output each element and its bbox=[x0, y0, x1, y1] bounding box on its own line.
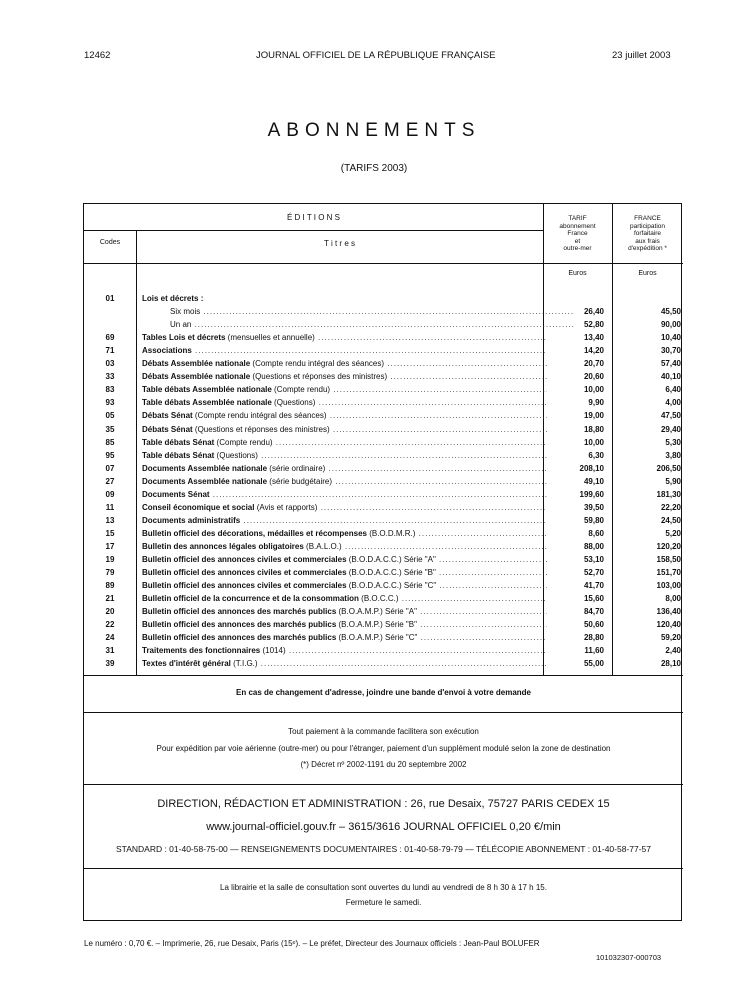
row-title-bold: Débats Assemblée nationale bbox=[142, 372, 251, 382]
codes-label: Codes bbox=[99, 239, 121, 246]
page-number: 12462 bbox=[84, 50, 111, 61]
row-title-detail: Six mois bbox=[170, 307, 201, 317]
row-title-detail: (B.O.A.M.P.) Série "A" bbox=[336, 607, 417, 617]
row-code: 39 bbox=[105, 659, 115, 669]
row-title-detail: (Questions et réponses des ministres) bbox=[250, 372, 388, 382]
row-title-bold: Table débats Sénat bbox=[142, 437, 215, 447]
tarif-value: 49,10 bbox=[583, 476, 604, 486]
row-title-bold: Débats Sénat bbox=[142, 424, 193, 434]
row-title bbox=[142, 292, 547, 305]
row-title-bold: Bulletin officiel des annonces civiles et commerciales bbox=[142, 555, 347, 564]
row-title-bold: Bulletin officiel des annonces des marchés publics bbox=[142, 607, 337, 617]
row-title-detail: (T.I.G.) bbox=[230, 659, 258, 669]
table-row bbox=[84, 436, 683, 449]
tarif-value: 39,50 bbox=[583, 502, 604, 512]
row-title-detail: (Compte rendu intégral des séances) bbox=[250, 359, 385, 369]
row-title-detail: (B.O.D.A.C.C.) Série "C" bbox=[346, 581, 437, 591]
tarif-value: 18,80 bbox=[583, 424, 604, 434]
row-code: 71 bbox=[105, 346, 115, 356]
row-code: 27 bbox=[105, 476, 115, 486]
row-title-detail: (B.O.D.A.C.C.) Série "B" bbox=[346, 568, 436, 578]
row-title-bold: Traitements des fonctionnaires bbox=[142, 646, 261, 656]
tarif-value: 84,70 bbox=[583, 607, 604, 617]
tarif-value: 50,60 bbox=[583, 620, 604, 630]
row-title-detail: (mensuelles et annuelle) bbox=[225, 333, 315, 343]
france-value: 22,20 bbox=[660, 502, 681, 512]
row-title-bold: Bulletin officiel des annonces civiles et commerciales bbox=[142, 581, 347, 591]
row-title-detail: (B.O.D.M.R.) bbox=[366, 528, 416, 538]
tarif-value: 13,40 bbox=[583, 333, 604, 343]
row-title-bold: Bulletin officiel des annonces des marchés publics bbox=[142, 633, 337, 643]
row-title-bold: Bulletin officiel des décorations, médailles et récompenses bbox=[142, 528, 367, 538]
france-value: 5,20 bbox=[665, 528, 681, 538]
table-row bbox=[84, 579, 683, 592]
table-row bbox=[84, 462, 683, 475]
row-title-detail: (1014) bbox=[260, 646, 286, 656]
row-title-bold: Bulletin des annonces légales obligatoires bbox=[142, 541, 304, 551]
row-title bbox=[142, 592, 547, 605]
footer-imprint: Le numéro : 0,70 €. – Imprimerie, 26, rue Desaix, Paris (15ᵉ). – Le préfet, Directeur des Journaux officiels : Jean-Paul BOLUFER bbox=[84, 939, 540, 948]
france-value: 40,10 bbox=[660, 372, 681, 382]
tarif-value: 6,30 bbox=[588, 450, 604, 460]
row-code: 89 bbox=[105, 581, 115, 591]
direction-address: DIRECTION, RÉDACTION ET ADMINISTRATION : 26, rue Desaix, 75727 PARIS CEDEX 15 bbox=[157, 798, 610, 810]
tarif-value: 14,20 bbox=[583, 346, 604, 356]
row-title-bold: Débats Assemblée nationale bbox=[142, 359, 251, 369]
row-code: 24 bbox=[105, 633, 115, 643]
row-title bbox=[142, 618, 547, 631]
subscription-table bbox=[83, 203, 682, 921]
row-title bbox=[170, 318, 575, 331]
row-title bbox=[142, 462, 547, 475]
france-value: 30,70 bbox=[660, 346, 681, 356]
france-value: 158,50 bbox=[656, 555, 681, 564]
france-value: 28,10 bbox=[660, 659, 681, 669]
france-value: 103,00 bbox=[656, 581, 681, 591]
row-title bbox=[142, 631, 547, 644]
library-closure: Fermeture le samedi. bbox=[345, 898, 422, 907]
row-title bbox=[142, 553, 547, 566]
table-row bbox=[84, 292, 683, 305]
france-value: 59,20 bbox=[660, 633, 681, 643]
row-title-bold: Documents Assemblée nationale bbox=[142, 463, 268, 473]
table-row bbox=[84, 501, 683, 514]
france-value: 4,00 bbox=[665, 398, 681, 408]
row-title-bold: Bulletin officiel des annonces civiles et commerciales bbox=[142, 568, 347, 578]
tarif-value: 55,00 bbox=[583, 659, 604, 669]
row-title-detail: (série budgétaire) bbox=[267, 476, 332, 486]
row-title-bold: Documents administratifs bbox=[142, 515, 241, 525]
row-title bbox=[142, 331, 547, 344]
tarif-value: 11,60 bbox=[584, 646, 604, 656]
row-title-bold: Bulletin officiel de la concurrence et de la consommation bbox=[142, 594, 359, 604]
row-title bbox=[142, 475, 547, 488]
row-title-detail: (B.A.L.O.) bbox=[303, 541, 342, 551]
editions-label: É D I T I O N S bbox=[286, 213, 341, 222]
row-divider bbox=[84, 263, 683, 264]
address-change-note: En cas de changement d'adresse, joindre une bande d'envoi à votre demande bbox=[236, 688, 531, 697]
row-title bbox=[142, 605, 547, 618]
row-title-bold: Lois et décrets : bbox=[142, 294, 204, 303]
france-value: 6,40 bbox=[665, 385, 681, 395]
row-code: 22 bbox=[105, 620, 115, 630]
row-title bbox=[142, 423, 547, 436]
table-row bbox=[84, 644, 683, 657]
row-code: 17 bbox=[105, 541, 115, 551]
tarif-value: 10,00 bbox=[583, 437, 604, 447]
row-title-detail: (série ordinaire) bbox=[267, 463, 326, 473]
row-title bbox=[142, 540, 547, 553]
tarif-value: 53,10 bbox=[583, 555, 604, 564]
row-title bbox=[142, 357, 547, 370]
table-row bbox=[84, 357, 683, 370]
france-value: 45,50 bbox=[660, 307, 681, 317]
row-code: 35 bbox=[105, 424, 115, 434]
row-title bbox=[142, 383, 547, 396]
row-title bbox=[142, 657, 547, 670]
row-code: 95 bbox=[105, 450, 115, 460]
table-row bbox=[84, 344, 683, 357]
france-value: 47,50 bbox=[660, 411, 681, 421]
row-title-bold: Tables Lois et décrets bbox=[142, 333, 226, 343]
row-title bbox=[142, 449, 547, 462]
table-row bbox=[84, 370, 683, 383]
row-code: 13 bbox=[105, 515, 115, 525]
titres-label: T i t r e s bbox=[324, 239, 355, 248]
row-divider bbox=[84, 784, 683, 785]
france-value: 57,40 bbox=[660, 359, 681, 369]
tarif-value: 208,10 bbox=[579, 463, 604, 473]
france-header: FRANCE participation forfaitaire aux frais d'expédition * bbox=[628, 215, 667, 252]
row-code: 93 bbox=[105, 398, 115, 408]
table-row bbox=[84, 527, 683, 540]
table-row bbox=[84, 566, 683, 579]
france-value: 206,50 bbox=[656, 463, 681, 473]
row-title-bold: Table débats Assemblée nationale bbox=[142, 398, 272, 408]
table-row bbox=[84, 305, 683, 318]
row-title-detail: Un an bbox=[170, 320, 192, 330]
row-code: 05 bbox=[105, 411, 115, 421]
row-title bbox=[170, 305, 575, 318]
row-code: 79 bbox=[105, 568, 115, 578]
row-title bbox=[142, 396, 547, 409]
tarif-value: 26,40 bbox=[583, 307, 604, 317]
row-code: 11 bbox=[105, 502, 115, 512]
row-code: 31 bbox=[105, 646, 115, 656]
table-row bbox=[84, 488, 683, 501]
row-title bbox=[142, 579, 547, 592]
france-value: 120,40 bbox=[656, 620, 681, 630]
website-line: www.journal-officiel.gouv.fr – 3615/3616 JOURNAL OFFICIEL 0,20 €/min bbox=[206, 821, 561, 833]
phone-numbers: STANDARD : 01-40-58-75-00 — RENSEIGNEMENTS DOCUMENTAIRES : 01-40-58-79-79 — TÉLÉCOPIE ABONNEMENT : 01-40-58-77-57 bbox=[115, 844, 652, 854]
tarif-value: 199,60 bbox=[579, 489, 604, 499]
row-code: 33 bbox=[105, 372, 115, 382]
table-row bbox=[84, 605, 683, 618]
tarif-value: 52,70 bbox=[583, 568, 604, 578]
unit-euros: Euros bbox=[568, 270, 587, 277]
row-title-detail: (B.O.A.M.P.) Série "C" bbox=[336, 633, 418, 643]
france-value: 136,40 bbox=[656, 607, 681, 617]
tarif-value: 28,80 bbox=[583, 633, 604, 643]
tarif-value: 41,70 bbox=[583, 581, 604, 591]
row-title-detail: (Compte rendu) bbox=[214, 437, 273, 447]
tarif-value: 10,00 bbox=[583, 385, 604, 395]
row-title-detail: (Questions et réponses des ministres) bbox=[192, 424, 330, 434]
tarif-header: TARIF abonnement France et outre-mer bbox=[559, 215, 596, 252]
row-title-bold: Table débats Sénat bbox=[142, 450, 215, 460]
tarif-value: 9,90 bbox=[588, 398, 604, 408]
france-value: 5,30 bbox=[665, 437, 681, 447]
france-value: 5,90 bbox=[665, 476, 681, 486]
tarif-value: 8,60 bbox=[588, 528, 604, 538]
row-title-bold: Documents Sénat bbox=[142, 489, 210, 499]
row-title-detail: (B.O.A.M.P.) Série "B" bbox=[336, 620, 417, 630]
row-title-detail: (B.O.C.C.) bbox=[358, 594, 399, 604]
row-title-detail: (Questions) bbox=[271, 398, 316, 408]
france-value: 90,00 bbox=[660, 320, 681, 330]
france-value: 8,00 bbox=[665, 594, 681, 604]
journal-name: JOURNAL OFFICIEL DE LA RÉPUBLIQUE FRANÇAISE bbox=[256, 50, 496, 61]
row-title bbox=[142, 488, 547, 501]
row-title-bold: Textes d'intérêt général bbox=[142, 659, 231, 669]
table-row bbox=[84, 449, 683, 462]
table-row bbox=[84, 318, 683, 331]
payment-note: Tout paiement à la commande facilitera son exécution bbox=[288, 727, 479, 736]
airmail-note: Pour expédition par voie aérienne (outre-mer) ou pour l'étranger, paiement d'un supplément modulé selon la zone de destination bbox=[156, 744, 611, 753]
row-title-detail: (B.O.D.A.C.C.) Série "A" bbox=[346, 555, 436, 564]
table-row bbox=[84, 423, 683, 436]
tarif-value: 88,00 bbox=[583, 541, 604, 551]
row-title bbox=[142, 527, 547, 540]
row-title bbox=[142, 344, 547, 357]
row-title-detail: (Compte rendu) bbox=[271, 385, 331, 395]
row-title-bold: Conseil économique et social bbox=[142, 502, 255, 512]
row-title-bold: Associations bbox=[142, 346, 192, 356]
tarif-value: 20,70 bbox=[583, 359, 604, 369]
tarif-value: 52,80 bbox=[583, 320, 604, 330]
table-row bbox=[84, 409, 683, 422]
france-value: 24,50 bbox=[660, 515, 681, 525]
row-title bbox=[142, 370, 547, 383]
row-title-detail: (Compte rendu intégral des séances) bbox=[192, 411, 327, 421]
row-title bbox=[142, 436, 547, 449]
table-row bbox=[84, 553, 683, 566]
decree-note: (*) Décret nº 2002-1191 du 20 septembre 2002 bbox=[300, 760, 467, 769]
tarif-value: 59,80 bbox=[583, 515, 604, 525]
row-title-detail: (Avis et rapports) bbox=[254, 502, 318, 512]
row-code: 20 bbox=[105, 607, 115, 617]
row-code: 07 bbox=[105, 463, 115, 473]
france-value: 29,40 bbox=[660, 424, 681, 434]
row-code: 21 bbox=[105, 594, 115, 604]
row-title bbox=[142, 644, 547, 657]
france-value: 3,80 bbox=[665, 450, 681, 460]
tarif-value: 15,60 bbox=[583, 594, 604, 604]
table-row bbox=[84, 631, 683, 644]
row-divider bbox=[84, 675, 683, 676]
row-title-bold: Table débats Assemblée nationale bbox=[142, 385, 272, 395]
row-code: 85 bbox=[105, 437, 115, 447]
row-code: 09 bbox=[105, 489, 115, 499]
table-row bbox=[84, 331, 683, 344]
library-hours: La librairie et la salle de consultation sont ouvertes du lundi au vendredi de 8 h 30 à 17 h 15. bbox=[220, 883, 547, 892]
page-subtitle: (TARIFS 2003) bbox=[340, 163, 408, 174]
row-code: 83 bbox=[105, 385, 115, 395]
row-title bbox=[142, 409, 547, 422]
row-title-detail: (Questions) bbox=[214, 450, 258, 460]
row-code: 01 bbox=[105, 294, 115, 303]
row-title-bold: Bulletin officiel des annonces des marchés publics bbox=[142, 620, 337, 630]
row-title bbox=[142, 514, 547, 527]
table-row bbox=[84, 514, 683, 527]
row-code: 19 bbox=[105, 555, 115, 564]
row-title bbox=[142, 501, 547, 514]
row-title bbox=[142, 566, 547, 579]
row-title-bold: Documents Assemblée nationale bbox=[142, 476, 268, 486]
row-code: 69 bbox=[105, 333, 115, 343]
table-row bbox=[84, 657, 683, 670]
row-code: 03 bbox=[105, 359, 115, 369]
tarif-value: 19,00 bbox=[583, 411, 604, 421]
france-value: 181,30 bbox=[656, 489, 681, 499]
issue-date: 23 juillet 2003 bbox=[612, 50, 671, 61]
unit-euros: Euros bbox=[638, 270, 657, 277]
page-title: ABONNEMENTS bbox=[267, 120, 481, 141]
row-divider bbox=[84, 230, 543, 231]
row-divider bbox=[84, 868, 683, 869]
row-title-bold: Débats Sénat bbox=[142, 411, 193, 421]
row-code: 15 bbox=[105, 528, 115, 538]
table-row bbox=[84, 383, 683, 396]
table-row bbox=[84, 592, 683, 605]
france-value: 151,70 bbox=[656, 568, 681, 578]
france-value: 10,40 bbox=[660, 333, 681, 343]
france-value: 120,20 bbox=[656, 541, 681, 551]
table-row bbox=[84, 618, 683, 631]
row-divider bbox=[84, 712, 683, 713]
table-row bbox=[84, 396, 683, 409]
france-value: 2,40 bbox=[665, 646, 681, 656]
tarif-value: 20,60 bbox=[583, 372, 604, 382]
table-row bbox=[84, 540, 683, 553]
table-row bbox=[84, 475, 683, 488]
footer-reference: 101032307-000703 bbox=[596, 953, 662, 962]
